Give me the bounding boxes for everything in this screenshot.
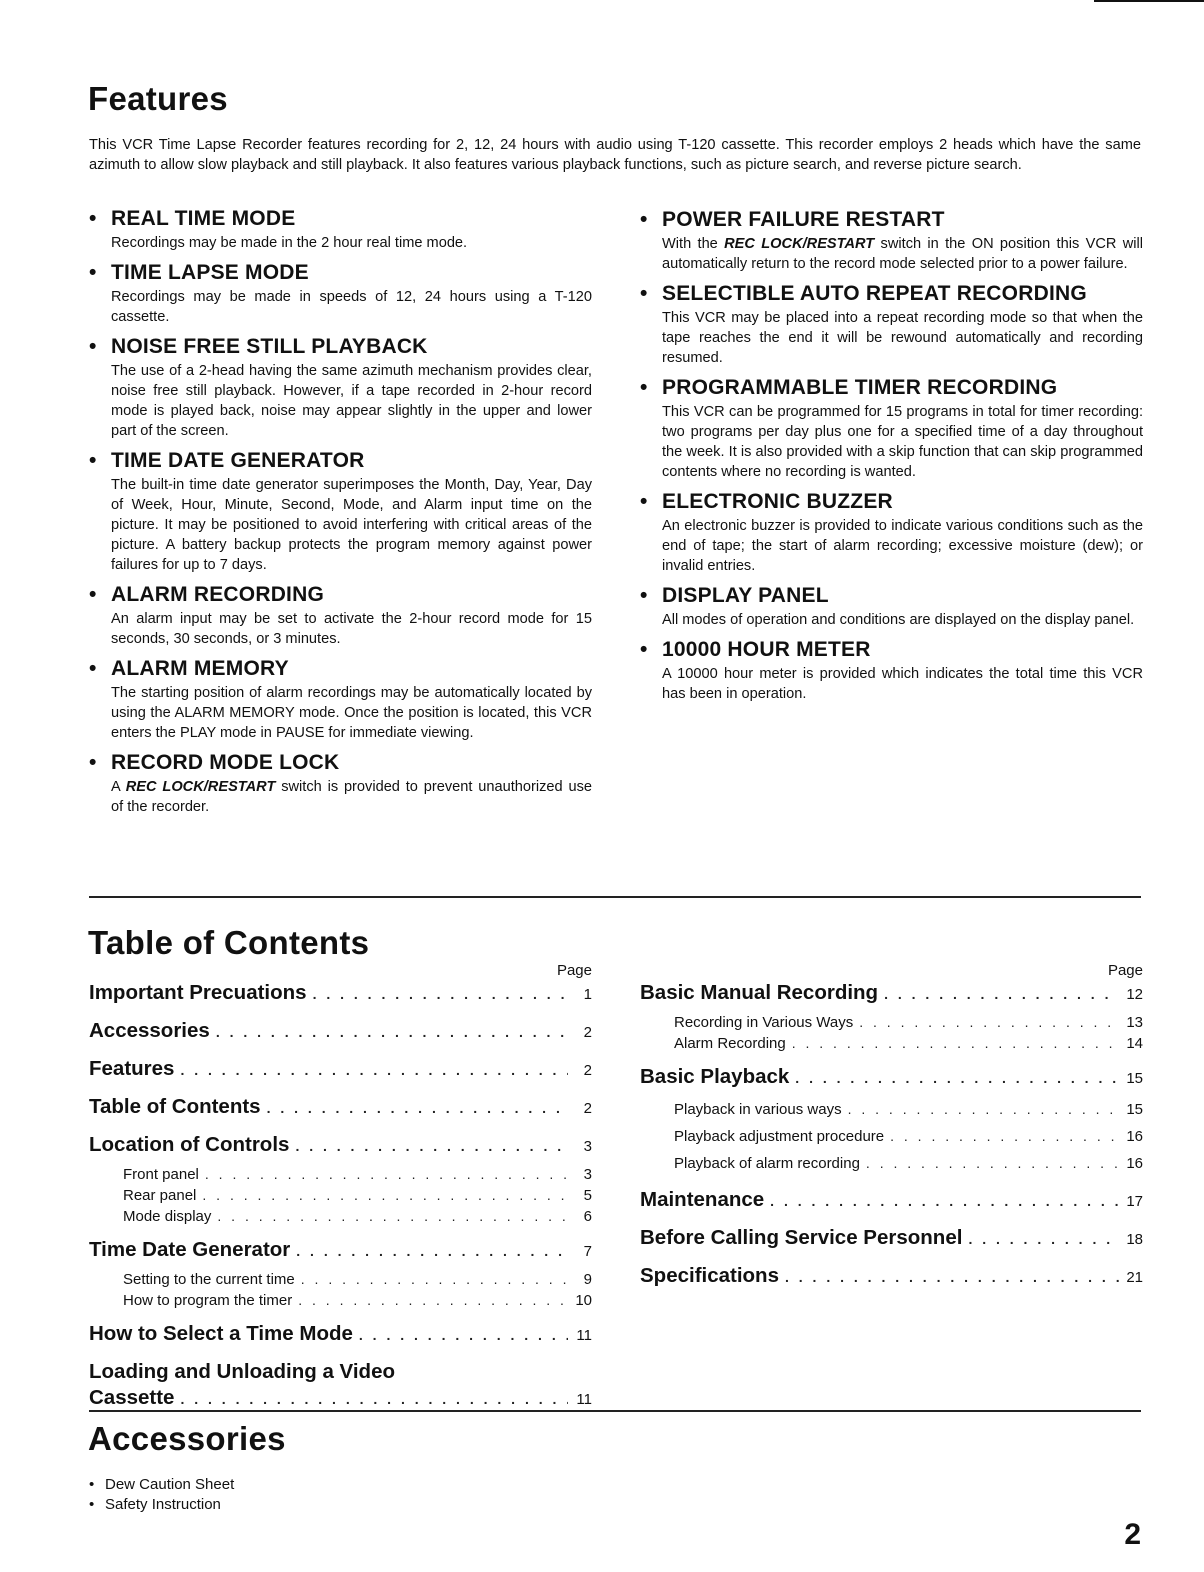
feature-title: REAL TIME MODE	[111, 207, 296, 230]
leader-dots	[968, 1226, 1119, 1252]
section-divider	[89, 896, 1141, 898]
toc-subentry[interactable]: Rear panel . . . 5	[123, 1185, 592, 1206]
rec-lock-switch-name: REC LOCK/RESTART	[125, 779, 276, 795]
feature-title: DISPLAY PANEL	[662, 584, 829, 607]
toc-page-number: 2	[583, 1062, 592, 1079]
toc-subentry[interactable]: Playback of alarm recording . . . 16	[674, 1150, 1143, 1177]
bullet: •	[89, 449, 97, 472]
toc-page-number: 17	[1126, 1193, 1143, 1210]
feature-body: The built-in time date generator superimposes the Month, Day, Year, Day of Week, Hour, Minute, Second, Mode, and Alarm input time on the picture. It may be positioned to avoid interfering with critical areas of the picture. A battery backup protects the program memory against power failures for up to 7 days.	[111, 477, 592, 573]
toc-subentries	[123, 1164, 592, 1227]
toc-subentry[interactable]: Alarm Recording . . . 14	[674, 1033, 1143, 1054]
leader-dots	[859, 1012, 1119, 1032]
feature-title: ELECTRONIC BUZZER	[662, 490, 893, 513]
feature-body: With the REC LOCK/RESTART switch in the ON position this VCR will automatically return to the record mode selected prior to a power failure.	[662, 236, 1143, 272]
toc-entry-multiline[interactable]	[89, 1359, 592, 1413]
bullet: •	[640, 208, 648, 231]
feature-item	[89, 581, 592, 649]
leader-dots	[301, 1269, 568, 1289]
feature-item	[640, 636, 1143, 704]
leader-dots	[298, 1290, 568, 1310]
feature-body: Recordings may be made in the 2 hour real time mode.	[111, 235, 468, 251]
feature-item	[640, 206, 1143, 274]
feature-title: SELECTIBLE AUTO REPEAT RECORDING	[662, 282, 1087, 305]
toc-entry-label-line1: Loading and Unloading a Video	[89, 1360, 395, 1383]
bullet: •	[89, 207, 97, 230]
feature-title: PROGRAMMABLE TIMER RECORDING	[662, 376, 1058, 399]
feature-item	[89, 333, 592, 441]
toc-subentry[interactable]: Recording in Various Ways . . . 13	[674, 1012, 1143, 1033]
leader-dots	[890, 1123, 1119, 1149]
toc-subentry[interactable]: Mode display . . . 6	[123, 1206, 592, 1227]
leader-dots	[295, 1133, 568, 1159]
toc-subentry[interactable]: How to program the timer . . . 10	[123, 1290, 592, 1311]
feature-title: POWER FAILURE RESTART	[662, 208, 945, 231]
page-column-label: Page	[1107, 962, 1143, 979]
leader-dots	[770, 1188, 1119, 1214]
toc-entry[interactable]: Maintenance . . . 17	[640, 1187, 1143, 1215]
feature-body: All modes of operation and conditions are displayed on the display panel.	[662, 612, 1135, 628]
section-divider	[89, 1410, 1141, 1412]
toc-entry[interactable]: Specifications . . . 21	[640, 1263, 1143, 1291]
toc-page-number: 11	[576, 1327, 592, 1344]
feature-body: Recordings may be made in speeds of 12, 24 hours using a T-120 cassette.	[111, 289, 592, 325]
feature-item	[640, 488, 1143, 576]
toc-subentry[interactable]: Setting to the current time . . . 9	[123, 1269, 592, 1290]
toc-page-number: 5	[583, 1187, 592, 1204]
toc-subentries	[123, 1269, 592, 1311]
feature-item	[89, 749, 592, 817]
bullet: •	[89, 751, 97, 774]
bullet: •	[89, 657, 97, 680]
feature-item	[89, 205, 592, 253]
toc-right-column	[640, 962, 1143, 1301]
feature-item	[640, 374, 1143, 482]
leader-dots	[792, 1033, 1119, 1053]
bullet: •	[640, 376, 648, 399]
bullet: •	[89, 335, 97, 358]
leader-dots	[296, 1238, 568, 1264]
toc-page-number: 6	[583, 1208, 592, 1225]
leader-dots	[785, 1264, 1119, 1290]
rec-lock-switch-name: REC LOCK/RESTART	[724, 236, 875, 252]
toc-page-number: 3	[583, 1166, 592, 1183]
toc-page-number: 1	[583, 986, 592, 1003]
feature-title: RECORD MODE LOCK	[111, 751, 340, 774]
feature-body: An electronic buzzer is provided to indicate various conditions such as the end of tape; the start of alarm recording; excessive moisture (dew); or invalid entries.	[662, 518, 1143, 574]
toc-entry[interactable]: Time Date Generator . . . 7	[89, 1237, 592, 1265]
toc-entry[interactable]: Before Calling Service Personnel . . . 18	[640, 1225, 1143, 1253]
leader-dots	[884, 981, 1119, 1007]
feature-body: A REC LOCK/RESTART switch is provided to prevent unauthorized use of the recorder.	[111, 779, 592, 815]
feature-title: ALARM MEMORY	[111, 657, 289, 680]
feature-body: This VCR may be placed into a repeat recording mode so that when the tape reaches the end it will be rewound automatically and recording resumed.	[662, 310, 1143, 366]
bullet: •	[89, 1496, 95, 1513]
bullet: •	[640, 584, 648, 607]
toc-entry[interactable]: Table of Contents . . . 2	[89, 1094, 592, 1122]
feature-body: The use of a 2-head having the same azimuth mechanism provides clear, noise free still playback. However, if a tape recorded in 2-hour record mode is played back, noise may appear slightly in the upper and lower part of the screen.	[111, 363, 592, 439]
page-number: 2	[1124, 1518, 1141, 1551]
toc-page-number: 7	[583, 1243, 592, 1260]
toc-entry[interactable]: How to Select a Time Mode . . . 11	[89, 1321, 592, 1349]
toc-page-number: 18	[1126, 1231, 1143, 1248]
feature-title: TIME LAPSE MODE	[111, 261, 309, 284]
toc-entry[interactable]: Accessories . . . 2	[89, 1018, 592, 1046]
bullet: •	[640, 638, 648, 661]
leader-dots	[205, 1164, 568, 1184]
toc-page-number: 12	[1126, 986, 1143, 1003]
feature-title: TIME DATE GENERATOR	[111, 449, 365, 472]
toc-page-number: 15	[1126, 1101, 1143, 1118]
leader-dots	[313, 981, 568, 1007]
toc-left-column	[89, 962, 592, 1423]
toc-subentry[interactable]: Front panel . . . 3	[123, 1164, 592, 1185]
features-left-column	[89, 205, 592, 823]
leader-dots	[217, 1206, 568, 1226]
toc-page-number: 21	[1126, 1269, 1143, 1286]
toc-subentries	[674, 1012, 1143, 1054]
toc-page-number: 15	[1126, 1070, 1143, 1087]
feature-title: 10000 HOUR METER	[662, 638, 871, 661]
leader-dots	[216, 1019, 568, 1045]
leader-dots	[866, 1150, 1119, 1176]
leader-dots	[359, 1322, 568, 1348]
toc-page-number: 10	[575, 1292, 592, 1309]
toc-entry[interactable]: Basic Playback . . . 15	[640, 1064, 1143, 1092]
toc-subentry[interactable]: Playback in various ways . . . 15	[674, 1096, 1143, 1123]
feature-body: An alarm input may be set to activate the 2-hour record mode for 15 seconds, 30 seconds, or 3 minutes.	[111, 611, 592, 647]
toc-page-number: 9	[583, 1271, 592, 1288]
toc-page-number: 16	[1126, 1155, 1143, 1172]
toc-entry: Cassette . . . 11	[89, 1385, 592, 1413]
features-heading: Features	[88, 80, 228, 117]
feature-item	[89, 259, 592, 327]
toc-subentry[interactable]: Playback adjustment procedure . . . 16	[674, 1123, 1143, 1150]
list-item: • Dew Caution Sheet	[89, 1476, 235, 1493]
bullet: •	[640, 490, 648, 513]
toc-page-number: 16	[1126, 1128, 1143, 1145]
toc-heading: Table of Contents	[88, 924, 370, 961]
toc-entry[interactable]: Basic Manual Recording . . . 12	[640, 980, 1143, 1008]
feature-body: The starting position of alarm recordings may be automatically located by using the ALARM MEMORY mode. Once the position is located, this VCR enters the PLAY mode in PAUSE for immediate viewing.	[111, 685, 592, 741]
leader-dots	[180, 1386, 568, 1412]
toc-subentries	[674, 1096, 1143, 1177]
feature-item	[640, 280, 1143, 368]
feature-title: ALARM RECORDING	[111, 583, 324, 606]
toc-page-number: 14	[1126, 1035, 1143, 1052]
feature-body: This VCR can be programmed for 15 programs in total for timer recording: two programs per day plus one for a specified time of a day throughout the week. It is also provided with a skip function that can skip programmed contents where no recording is wanted.	[662, 404, 1143, 480]
leader-dots	[848, 1096, 1119, 1122]
bullet: •	[89, 583, 97, 606]
features-right-column	[640, 206, 1143, 710]
corner-rule	[1094, 0, 1204, 2]
toc-page-number: 13	[1126, 1014, 1143, 1031]
leader-dots	[795, 1065, 1119, 1091]
list-item: • Safety Instruction	[89, 1496, 221, 1513]
toc-page-number: 11	[576, 1391, 592, 1408]
toc-entry[interactable]: Features . . . 2	[89, 1056, 592, 1084]
leader-dots	[267, 1095, 568, 1121]
accessories-list	[89, 1475, 234, 1515]
toc-page-number: 3	[583, 1138, 592, 1155]
bullet: •	[640, 282, 648, 305]
features-intro: This VCR Time Lapse Recorder features recording for 2, 12, 24 hours with audio using T-120 cassette. This recorder employs 2 heads which have the same azimuth to allow slow playback and still playback. It also features various playback functions, such as picture search, and reverse picture search.	[89, 137, 1141, 173]
feature-item	[89, 655, 592, 743]
feature-title: NOISE FREE STILL PLAYBACK	[111, 335, 428, 358]
bullet: •	[89, 261, 97, 284]
feature-body: A 10000 hour meter is provided which indicates the total time this VCR has been in operation.	[662, 666, 1143, 702]
feature-item	[89, 447, 592, 575]
page-column-label: Page	[556, 962, 592, 979]
accessories-heading: Accessories	[88, 1420, 286, 1457]
bullet: •	[89, 1476, 95, 1493]
toc-entry[interactable]: Important Precuations . . . 1	[89, 980, 592, 1008]
toc-entry[interactable]: Location of Controls . . . 3	[89, 1132, 592, 1160]
leader-dots	[202, 1185, 568, 1205]
leader-dots	[180, 1057, 568, 1083]
toc-page-number: 2	[583, 1024, 592, 1041]
toc-page-number: 2	[583, 1100, 592, 1117]
feature-item	[640, 582, 1143, 630]
